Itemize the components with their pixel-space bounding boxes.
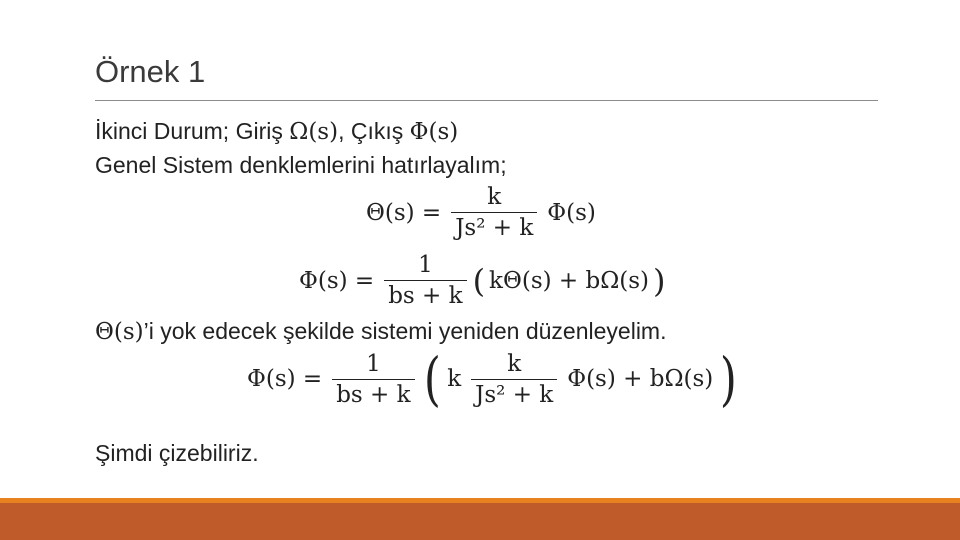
eq3-denominator: bs + k — [332, 379, 414, 408]
equation-1 — [362, 184, 600, 241]
equation-3 — [243, 345, 740, 413]
eq1-rhs: Φ(s) — [547, 199, 596, 226]
footer-accent-bar — [0, 503, 960, 540]
eq3-numerator: 1 — [366, 350, 381, 377]
eq3-lhs: Φ(s) = — [247, 366, 323, 392]
eq3-inner-numerator: k — [507, 350, 522, 377]
eq2-close-paren: ) — [653, 261, 666, 300]
eq1-lhs: Θ(s) = — [366, 199, 442, 226]
eq2-denominator: bs + k — [384, 280, 466, 309]
eq3-inner-denominator: Js² + k — [471, 379, 557, 408]
line1-text-a: İkinci Durum; Giriş — [95, 118, 290, 144]
title-divider — [95, 100, 878, 101]
eq3-k: k — [447, 366, 462, 392]
eq3-rest: Φ(s) + bΩ(s) — [567, 366, 714, 392]
eq1-fraction — [451, 184, 537, 241]
equation-2 — [295, 252, 666, 309]
text-line-recall: Genel Sistem denklemlerini hatırlayalım; — [95, 152, 507, 178]
slide-title: Örnek 1 — [95, 54, 206, 89]
eq3-open-paren: ( — [423, 345, 441, 413]
theta-symbol: Θ(s) — [95, 319, 144, 345]
eq1-numerator: k — [487, 184, 502, 210]
text-line-input-output — [95, 118, 458, 145]
eq2-numerator: 1 — [418, 252, 433, 278]
eq1-denominator: Js² + k — [451, 212, 537, 241]
eq2-fraction — [384, 252, 466, 309]
eq2-open-paren: ( — [472, 261, 486, 300]
line3-text: ’i yok edecek şekilde sistemi yeniden düzenleyelim. — [143, 318, 667, 344]
eq2-lhs: Φ(s) = — [299, 267, 375, 294]
eq3-fraction — [332, 351, 414, 408]
input-symbol: Ω(s) — [289, 119, 339, 145]
text-line-draw: Şimdi çizebiliriz. — [95, 440, 259, 466]
eq3-inner-fraction — [471, 351, 557, 408]
eq2-body: kΘ(s) + bΩ(s) — [489, 267, 650, 294]
text-line-eliminate — [95, 318, 666, 345]
eq3-close-paren: ) — [720, 345, 738, 413]
output-symbol: Φ(s) — [409, 119, 459, 145]
line1-text-b: , Çıkış — [338, 118, 410, 144]
